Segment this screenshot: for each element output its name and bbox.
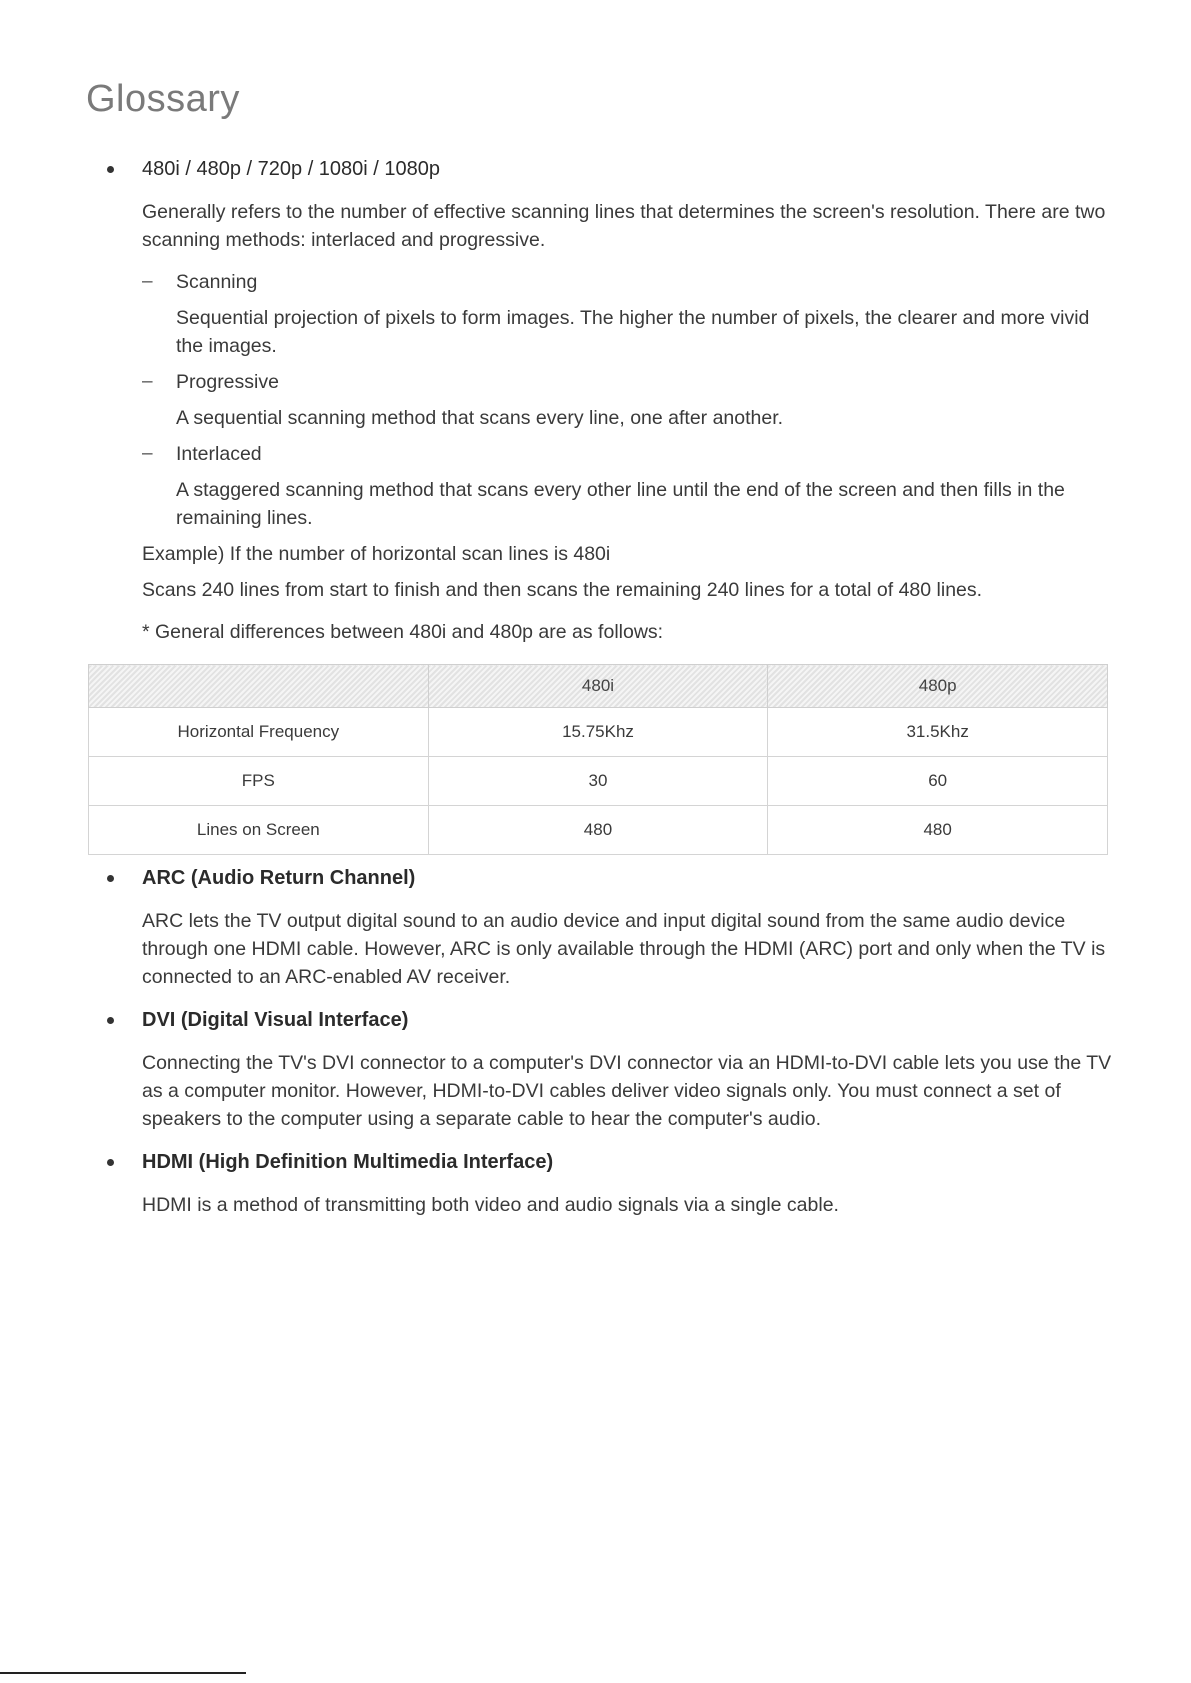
table-row [89, 757, 1108, 806]
table-header-cell [89, 665, 429, 708]
table-cell: 15.75Khz [428, 708, 768, 757]
subitem-description: A staggered scanning method that scans every other line until the end of the screen and then fills in the remaining lines. [176, 479, 1065, 529]
table-header-row [89, 665, 1108, 708]
dash-icon: – [142, 371, 153, 392]
table-header-cell: 480p [768, 665, 1108, 708]
table-cell: 31.5Khz [768, 708, 1108, 757]
subitem-interlaced [142, 440, 1120, 532]
entry-description: ARC lets the TV output digital sound to an audio device and input digital sound from the same audio device through one HDMI cable. However, ARC is only available through the HDMI (ARC) port and only when the TV is connected to an ARC-enabled AV receiver. [142, 910, 1106, 988]
table-cell: 480 [768, 806, 1108, 855]
bullet-icon [107, 875, 114, 882]
table-cell: Horizontal Frequency [89, 708, 429, 757]
table-cell: 480 [428, 806, 768, 855]
table-cell: 60 [768, 757, 1108, 806]
table-header-cell: 480i [428, 665, 768, 708]
table-row [89, 708, 1108, 757]
table-cell: 30 [428, 757, 768, 806]
entry-description: Generally refers to the number of effective scanning lines that determines the screen's resolution. There are two scanning methods: interlaced and progressive. [142, 201, 1106, 251]
note-mark: * [142, 621, 150, 643]
glossary-content [90, 154, 1120, 1233]
dash-icon: – [142, 271, 153, 292]
glossary-entry-arc [90, 863, 1120, 991]
subitem-scanning [142, 268, 1120, 360]
table-note [142, 618, 1120, 646]
bullet-icon [107, 1159, 114, 1166]
entry-term: ARC (Audio Return Channel) [142, 867, 416, 889]
entry-term: HDMI (High Definition Multimedia Interface) [142, 1151, 554, 1173]
table-row [89, 806, 1108, 855]
entry-description: Connecting the TV's DVI connector to a computer's DVI connector via an HDMI-to-DVI cable lets you use the TV as a computer monitor. However, HDMI-to-DVI cables deliver video signals only. You must connect a set of speakers to the computer using a separate cable to hear the computer's audio. [142, 1052, 1112, 1130]
entry-description: HDMI is a method of transmitting both video and audio signals via a single cable. [142, 1194, 839, 1216]
table-cell: Lines on Screen [89, 806, 429, 855]
subitem-title: Progressive [176, 371, 279, 393]
glossary-entry-hdmi [90, 1147, 1120, 1219]
entry-term: 480i / 480p / 720p / 1080i / 1080p [142, 158, 441, 180]
subitem-title: Interlaced [176, 443, 262, 465]
page-title: Glossary [86, 78, 240, 120]
glossary-entry-resolution [90, 154, 1120, 646]
entry-term: DVI (Digital Visual Interface) [142, 1009, 409, 1031]
subitem-progressive [142, 368, 1120, 432]
footer-rule [0, 1672, 246, 1674]
comparison-table [88, 664, 1108, 855]
note-text: General differences between 480i and 480p are as follows: [155, 621, 664, 643]
table-cell: FPS [89, 757, 429, 806]
subitem-description: A sequential scanning method that scans every line, one after another. [176, 407, 784, 429]
example-detail: Scans 240 lines from start to finish and then scans the remaining 240 lines for a total of 480 lines. [142, 579, 983, 601]
example-line: Example) If the number of horizontal scan lines is 480i [142, 543, 611, 565]
dash-icon: – [142, 443, 153, 464]
subitem-description: Sequential projection of pixels to form images. The higher the number of pixels, the clearer and more vivid the images. [176, 307, 1090, 357]
glossary-entry-dvi [90, 1005, 1120, 1133]
bullet-icon [107, 166, 114, 173]
bullet-icon [107, 1017, 114, 1024]
subitem-title: Scanning [176, 271, 258, 293]
